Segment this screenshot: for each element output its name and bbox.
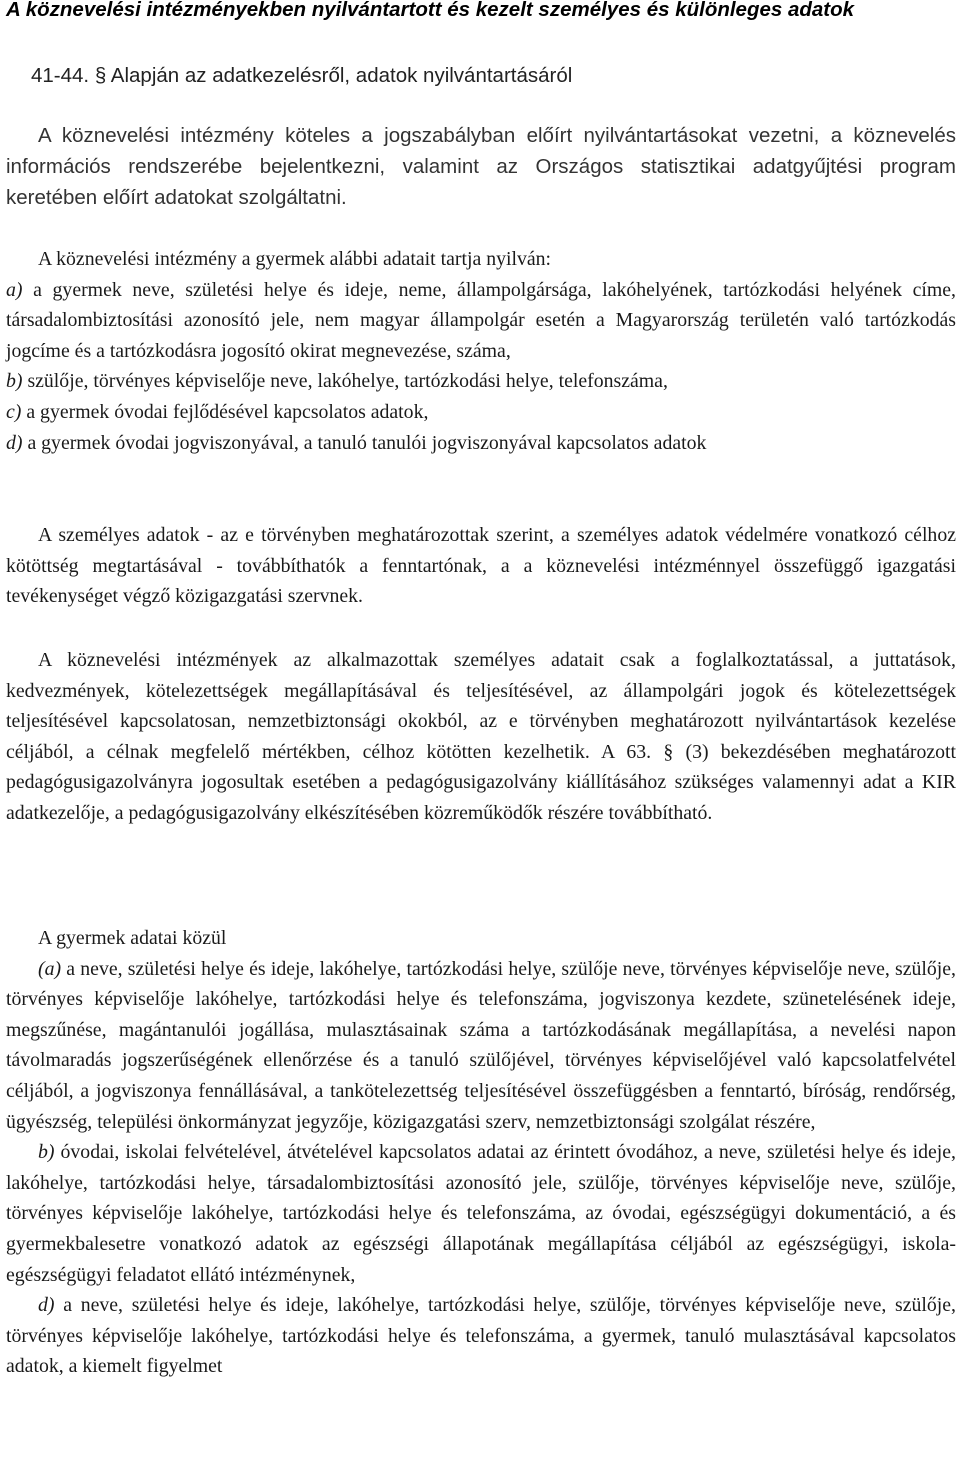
child-data-section (6, 244, 956, 458)
list-item-text: szülője, törvényes képviselője neve, lakóhelye, tartózkodási helye, telefonszáma, (27, 370, 668, 393)
child-transfer-section (6, 923, 956, 1382)
list-marker: a) (6, 278, 23, 301)
list-item-text: a neve, születési helye és ideje, lakóhelye, tartózkodási helye, szülője neve, törvényes képviselője neve, szülője, törvényes képviselője lakóhelye, tartózkodási helye és telefonszáma, jogviszonya kezdete, szünetelésének ideje, megszűnése, magántanulói jogállása, mulasztásainak száma a tartózkodásának megállapítása, a nevelési napon távolmaradás jogszerűségének ellenőrzése és a tanuló szülőjével, törvényes képviselőjével való kapcsolatfelvétel céljából, a jogviszonya fennállásával, a tankötelezettség teljesítésével összefüggésben a fenntartó, bíróság, rendőrség, ügyészség, települési önkormányzat jegyzője, közigazgatási szerv, nemzetbiztonsági szolgálat részére, (6, 957, 956, 1133)
list-marker: d) (6, 431, 23, 454)
list-item (6, 428, 956, 459)
section-heading: 41-44. § Alapján az adatkezelésről, adatok nyilvántartásáról (31, 64, 573, 87)
list-item-text: a gyermek neve, születési helye és ideje, neme, állampolgársága, lakóhelyének, tartózkodási helyének címe, társadalombiztosítási azonosító jele, nem magyar állampolgár esetén a Magyarország területén való tartózkodás jogcíme és a tartózkodásra jogosító okirat megnevezése, száma, (6, 278, 956, 362)
child-transfer-lead: A gyermek adatai közül (38, 927, 227, 949)
list-item (6, 954, 956, 1138)
intro-text: A köznevelési intézmény köteles a jogszabályban előírt nyilvántartásokat vezetni, a köznevelés információs rendszerébe bejelentkezni, valamint az Országos statisztikai adatgyűjtési program keretében előírt adatokat szolgáltatni. (6, 124, 956, 209)
employees-text: A köznevelési intézmények az alkalmazottak személyes adatait csak a foglalkoztatással, a juttatások, kedvezmények, kötelezettségek megállapításával és teljesítésével, az állampolgári jogok és kötelezettségek teljesítésével kapcsolatosan, nemzetbiztonsági okokból, az e törvényben meghatározott nyilvántartások kezelése céljából, a célnak megfelelő mértékben, célhoz kötötten kezelhetik. A 63. § (3) bekezdésében meghatározott pedagógusigazolványra jogosultak esetében a pedagógusigazolvány kiállításához szükséges valamennyi adat a KIR adatkezelője, a pedagógusigazolvány elkészítésében közreműködők részére továbbítható. (6, 649, 956, 824)
list-item-text: óvodai, iskolai felvételével, átvételével kapcsolatos adatai az érintett óvodához, a neve, születési helye és ideje, lakóhelye, tartózkodási helye, társadalombiztosítási azonosító jele, szülője, törvényes képviselője neve, szülője, törvényes képviselője lakóhelye, tartózkodási helye és telefonszáma, az óvodai, egészségügyi dokumentáció, a és gyermekbalesetre vonatkozó adatok az egészségi állapotának megállapítása céljából az egészségügyi, iskola-egészségügyi feladatot ellátó intézménynek, (6, 1141, 957, 1286)
list-item-text: a gyermek óvodai jogviszonyával, a tanuló tanulói jogviszonyával kapcsolatos adatok (27, 431, 707, 454)
list-marker: c) (6, 400, 22, 423)
list-marker: b) (6, 370, 23, 393)
list-item (6, 1290, 956, 1382)
list-marker: b) (38, 1141, 55, 1164)
list-marker: d) (38, 1294, 55, 1317)
forward-paragraph (6, 520, 956, 612)
list-item (6, 1137, 956, 1290)
list-item-text: a neve, születési helye és ideje, lakóhelye, tartózkodási helye, szülője, törvényes képviselője neve, szülője, törvényes képviselője lakóhelye, tartózkodási helye és telefonszáma, a gyermek, tanuló mulasztásával kapcsolatos adatok, a kiemelt figyelmet (6, 1294, 956, 1378)
list-item (6, 397, 956, 428)
list-item (6, 275, 956, 367)
document-title: A köznevelési intézményekben nyilvántartott és kezelt személyes és különleges adatok (6, 0, 855, 21)
list-marker: (a) (38, 957, 62, 980)
list-item (6, 366, 956, 397)
forward-text: A személyes adatok - az e törvényben meghatározottak szerint, a személyes adatok védelmére vonatkozó célhoz kötöttség megtartásával - továbbíthatók a fenntartónak, a a köznevelési intézménnyel összefüggő igazgatási tevékenységet végző közigazgatási szervnek. (6, 524, 956, 608)
child-data-lead: A köznevelési intézmény a gyermek alábbi adatait tartja nyilván: (38, 248, 552, 270)
intro-paragraph (6, 120, 956, 213)
list-item-text: a gyermek óvodai fejlődésével kapcsolatos adatok, (26, 400, 429, 423)
employees-paragraph (6, 645, 956, 829)
